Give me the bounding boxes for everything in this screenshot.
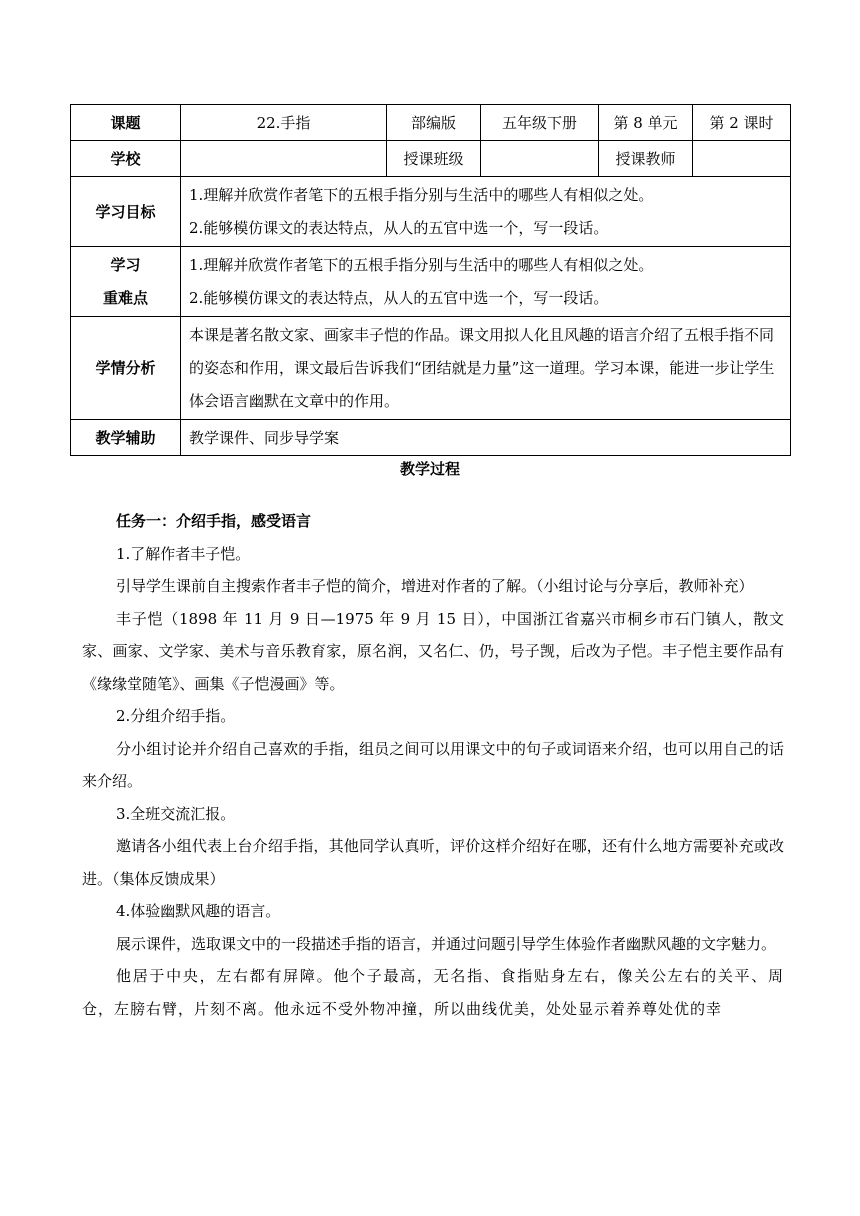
key-points-label <box>71 247 181 317</box>
step-heading: 3.全班交流汇报。 <box>116 804 236 823</box>
key-points-label-line1: 学习 <box>110 255 141 274</box>
edition-value: 部编版 <box>387 105 481 141</box>
key-points-content <box>181 247 791 317</box>
objectives-content <box>181 177 791 247</box>
analysis-label: 学情分析 <box>71 317 181 420</box>
grade-value: 五年级下册 <box>481 105 599 141</box>
analysis-content: 本课是著名散文家、画家丰子恺的作品。课文用拟人化且风趣的语言介绍了五根手指不同的姿态和作用，课文最后告诉我们“团结就是力量”这一道理。学习本课，能进一步让学生体会语言幽默在文章中的作用。 <box>181 317 791 420</box>
key-points-label-line2: 重难点 <box>102 288 148 307</box>
step-heading: 1.了解作者丰子恺。 <box>116 544 251 563</box>
table-row-objectives <box>71 177 791 247</box>
teacher-label: 授课教师 <box>599 141 693 177</box>
objective-item: 1.理解并欣赏作者笔下的五根手指分别与生活中的哪些人有相似之处。 <box>189 185 654 204</box>
paragraph: 邀请各小组代表上台介绍手指，其他同学认真听，评价这样介绍好在哪，还有什么地方需要补充或改进。（集体反馈成果） <box>82 837 784 888</box>
class-label: 授课班级 <box>387 141 481 177</box>
paragraph: 展示课件，选取课文中的一段描述手指的语言，并通过问题引导学生体验作者幽默风趣的文字魅力。 <box>116 934 777 953</box>
table-row-analysis <box>71 317 791 420</box>
section-title: 教学过程 <box>399 460 460 478</box>
table-row-key-points <box>71 247 791 317</box>
step-heading: 2.分组介绍手指。 <box>116 707 236 725</box>
topic-value: 22.手指 <box>181 105 387 141</box>
paragraph: 引导学生课前自主搜索作者丰子恺的简介，增进对作者的了解。（小组讨论与分享后，教师补充） <box>116 577 754 595</box>
unit-value: 第 8 单元 <box>599 105 693 141</box>
objectives-label: 学习目标 <box>71 177 181 247</box>
teaching-process-body <box>82 505 784 1025</box>
key-point-item: 2.能够模仿课文的表达特点，从人的五官中选一个，写一段话。 <box>189 288 609 307</box>
author-bio-paragraph: 丰子恺（1898 年 11 月 9 日—1975 年 9 月 15 日），中国浙江省嘉兴市桐乡市石门镇人，散文家、画家、文学家、美术与音乐教育家，原名润，又名仁、仍，号子觊，后改为子恺。丰子恺主要作品有《缘缘堂随笔》、画集《子恺漫画》等。 <box>82 609 784 693</box>
quoted-passage: 他居于中央，左右都有屏障。他个子最高，无名指、食指贴身左右，像关公左右的关平、周仓，左膀右臂，片刻不离。他永远不受外物冲撞，所以曲线优美，处处显示着养尊处优的幸 <box>82 967 784 1018</box>
class-value <box>481 141 599 177</box>
topic-label: 课题 <box>71 105 181 141</box>
lesson-info-table <box>70 104 791 456</box>
school-value <box>181 141 387 177</box>
task-heading: 任务一：介绍手指，感受语言 <box>116 512 312 530</box>
teacher-value <box>693 141 791 177</box>
aids-label: 教学辅助 <box>71 420 181 456</box>
table-row-school <box>71 141 791 177</box>
lesson-value: 第 2 课时 <box>693 105 791 141</box>
school-label: 学校 <box>71 141 181 177</box>
aids-content: 教学课件、同步导学案 <box>181 420 791 456</box>
objective-item: 2.能够模仿课文的表达特点，从人的五官中选一个，写一段话。 <box>189 218 609 237</box>
table-row-aids <box>71 420 791 456</box>
paragraph: 分小组讨论并介绍自己喜欢的手指，组员之间可以用课文中的句子或词语来介绍，也可以用自己的话来介绍。 <box>82 739 784 790</box>
step-heading: 4.体验幽默风趣的语言。 <box>116 902 281 920</box>
key-point-item: 1.理解并欣赏作者笔下的五根手指分别与生活中的哪些人有相似之处。 <box>189 255 654 274</box>
table-row-topic <box>71 105 791 141</box>
